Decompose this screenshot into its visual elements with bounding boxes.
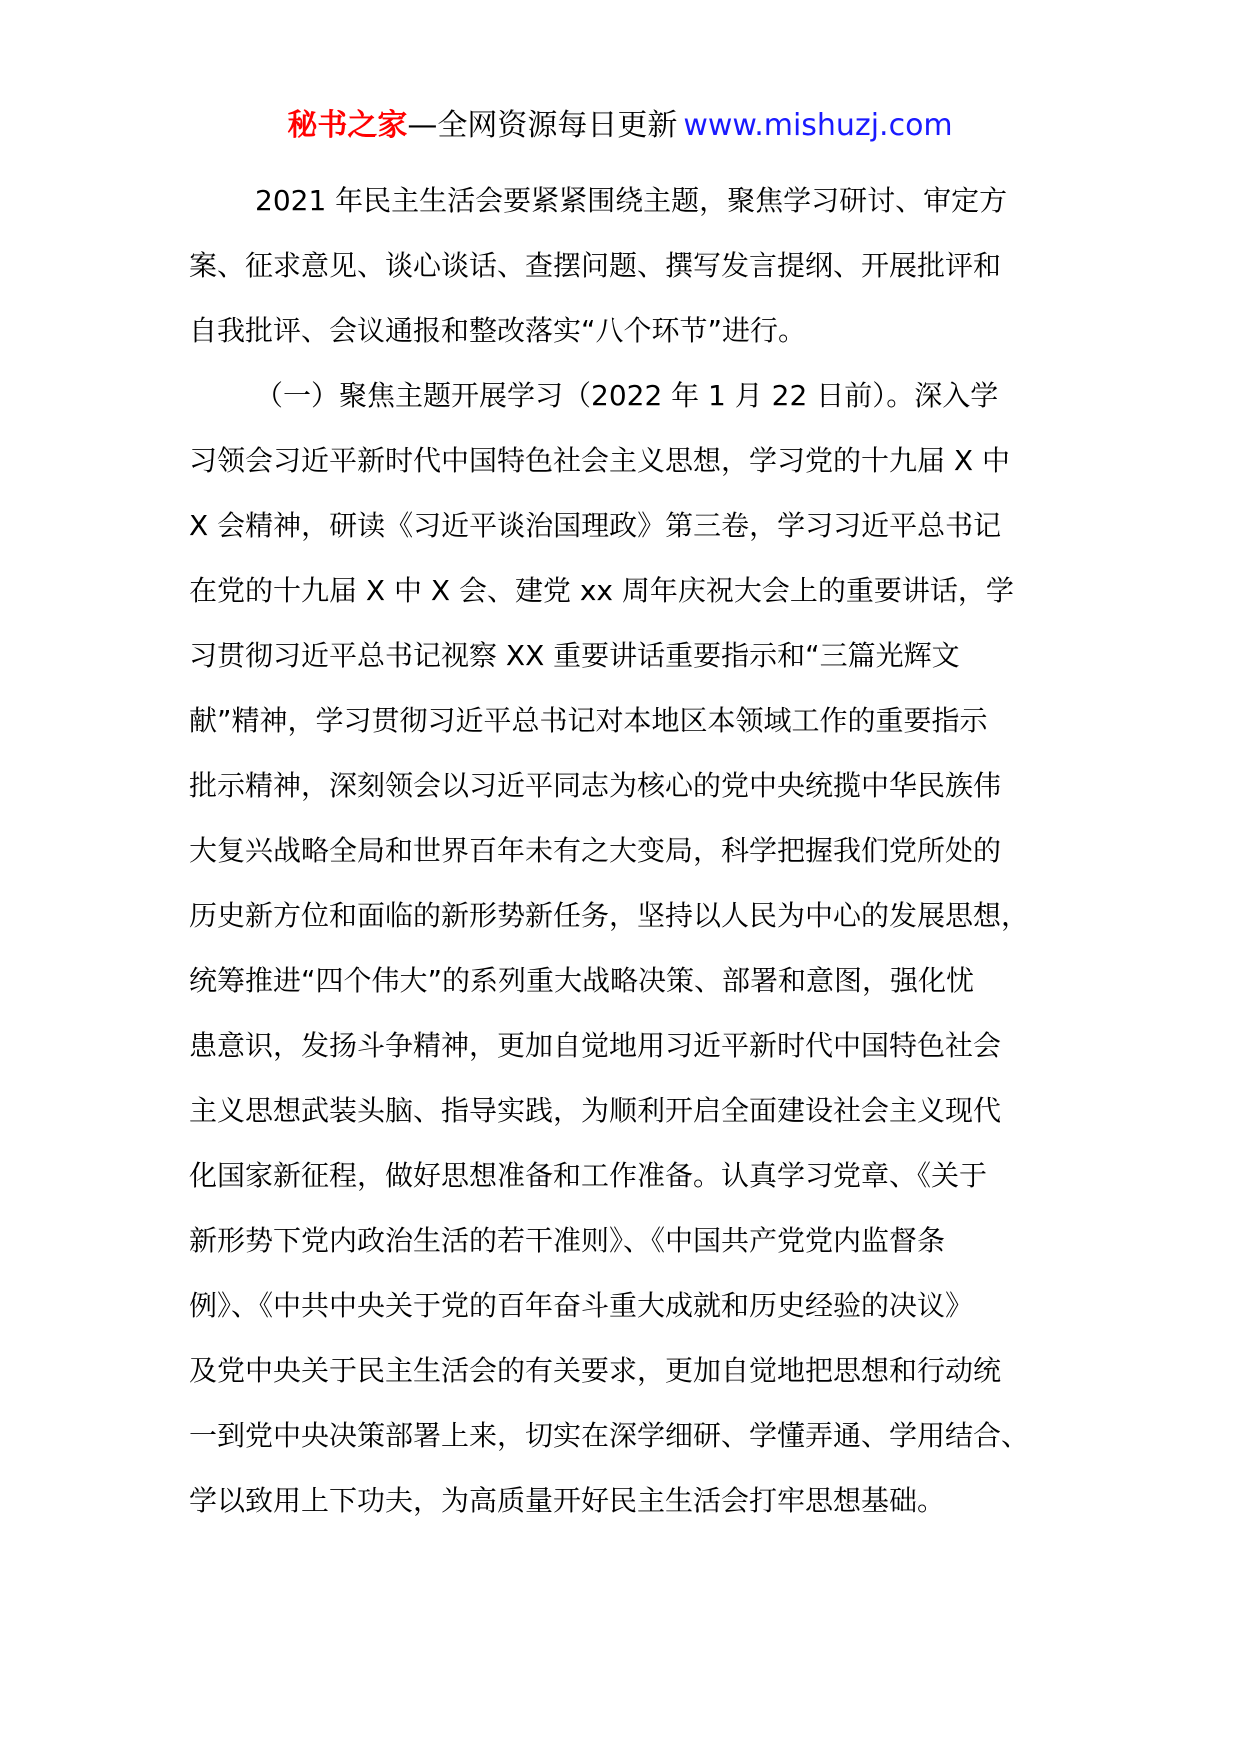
text-line: 主义思想武装头脑、指导实践，为顺利开启全面建设社会主义现代 [189, 1094, 1002, 1127]
text-line: 大复兴战略全局和世界百年未有之大变局，科学把握我们党所处的 [189, 834, 1002, 867]
text-line: 献”精神，学习贯彻习近平总书记对本地区本领域工作的重要指示 [189, 704, 988, 737]
text-line: 及党中央关于民主生活会的有关要求，更加自觉地把思想和行动统 [189, 1354, 1002, 1387]
document-body [189, 168, 1067, 1533]
text-line: 自我批评、会议通报和整改落实“八个环节”进行。 [189, 314, 807, 347]
text-line: X 会精神，研读《习近平谈治国理政》第三卷，学习习近平总书记 [189, 509, 1002, 542]
text-line: 新形势下党内政治生活的若干准则》、《中国共产党党内监督条 [189, 1224, 946, 1257]
text-line: 化国家新征程，做好思想准备和工作准备。认真学习党章、《关于 [189, 1159, 988, 1192]
text-line: 习领会习近平新时代中国特色社会主义思想，学习党的十九届 X 中 [189, 444, 1010, 477]
text-line: 患意识，发扬斗争精神，更加自觉地用习近平新时代中国特色社会 [189, 1029, 1002, 1062]
text-line: 案、征求意见、谈心谈话、查摆问题、撰写发言提纲、开展批评和 [189, 249, 1002, 282]
text-line: 习贯彻习近平总书记视察 XX 重要讲话重要指示和“三篇光辉文 [189, 639, 960, 672]
text-line: （一）聚焦主题开展学习（2022 年 1 月 22 日前）。深入学 [255, 379, 999, 412]
text-line: 2021 年民主生活会要紧紧围绕主题，聚焦学习研讨、审定方 [255, 184, 1008, 217]
site-url-link[interactable]: www.mishuzj.com [683, 108, 953, 143]
paragraph-2 [189, 363, 1067, 1533]
header-tagline: —全网资源每日更新 [407, 108, 678, 143]
text-line: 批示精神，深刻领会以习近平同志为核心的党中央统揽中华民族伟 [189, 769, 1002, 802]
brand-name: 秘书之家 [287, 108, 408, 143]
text-line: 统筹推进“四个伟大”的系列重大战略决策、部署和意图，强化忧 [189, 964, 975, 997]
paragraph-1 [189, 168, 1067, 363]
text-line: 在党的十九届 X 中 X 会、建党 xx 周年庆祝大会上的重要讲话，学 [189, 574, 1014, 607]
text-line: 一到党中央决策部署上来，切实在深学细研、学懂弄通、学用结合、 [189, 1419, 1030, 1452]
text-line: 学以致用上下功夫，为高质量开好民主生活会打牢思想基础。 [189, 1484, 946, 1517]
text-line: 例》、《中共中央关于党的百年奋斗重大成就和历史经验的决议》 [189, 1289, 974, 1322]
text-line: 历史新方位和面临的新形势新任务，坚持以人民为中心的发展思想， [189, 899, 1030, 932]
page-header [0, 104, 1240, 148]
